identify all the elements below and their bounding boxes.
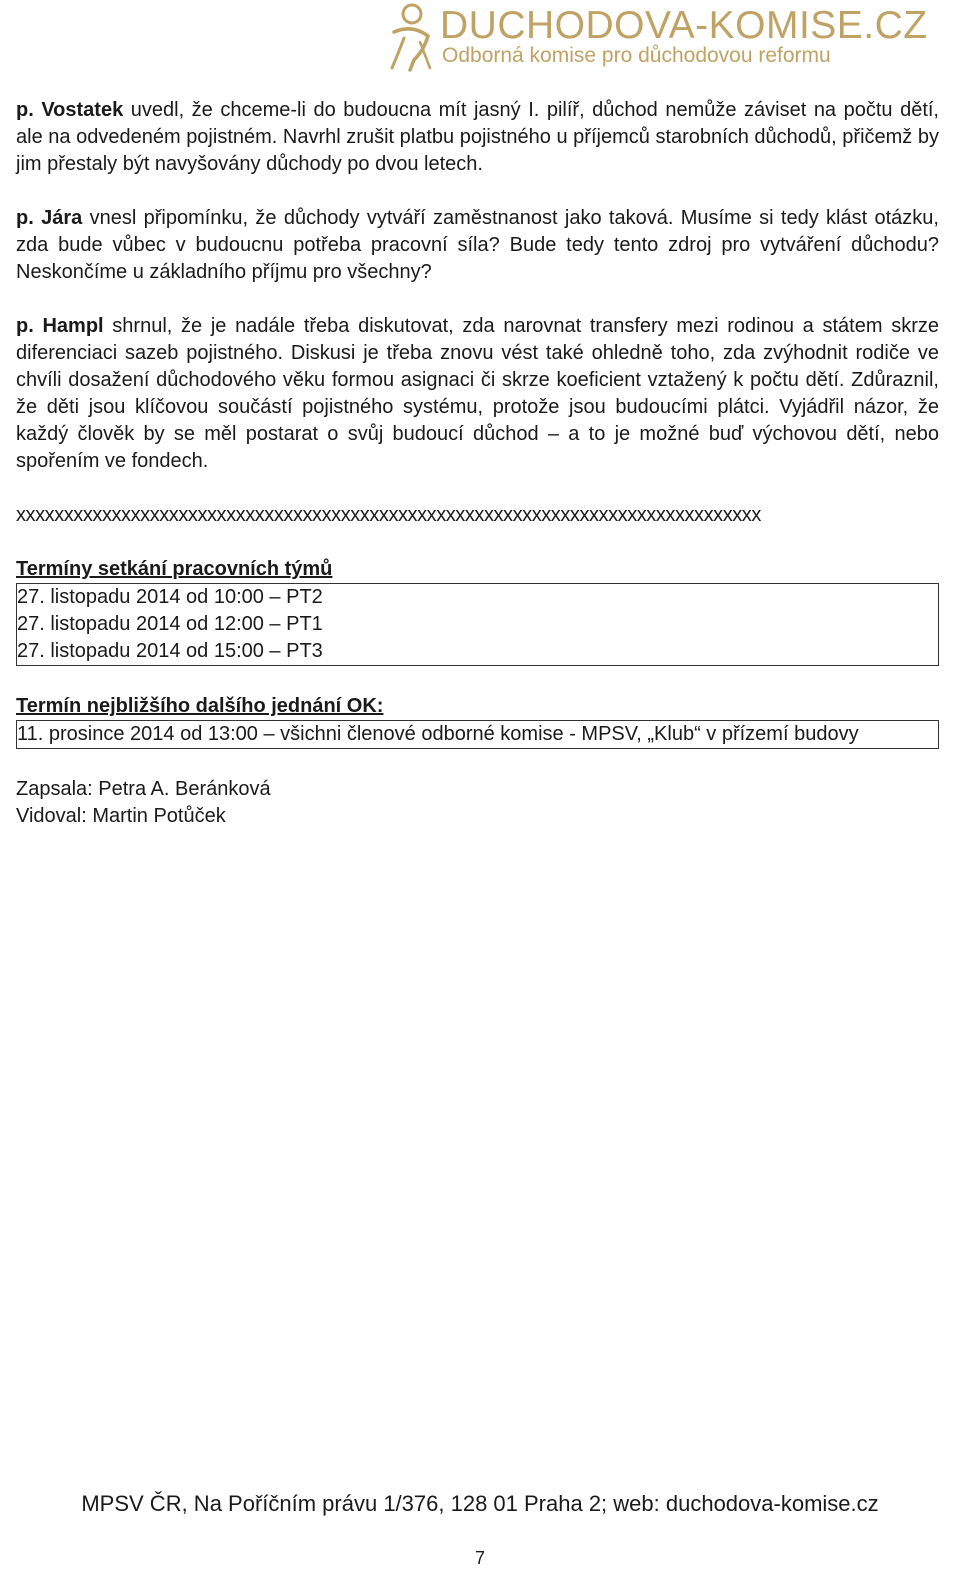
speaker-name: Vostatek [41, 99, 124, 121]
speaker-prefix: p. [16, 99, 42, 121]
paragraph-vostatek [16, 97, 939, 178]
logo-title: DUCHODOVA-KOMISE.CZ [440, 4, 928, 47]
meeting-item: 27. listopadu 2014 od 15:00 – PT3 [17, 640, 323, 662]
approved-by: Vidoval: Martin Potůček [16, 805, 226, 827]
meetings-box [16, 583, 939, 666]
separator-line: xxxxxxxxxxxxxxxxxxxxxxxxxxxxxxxxxxxxxxxxxxxxxxxxxxxxxxxxxxxxxxxxxxxxxxxxxxxxxx [16, 504, 761, 526]
header-logo [384, 2, 944, 74]
speaker-prefix: p. [16, 207, 42, 229]
next-meeting-box [16, 720, 939, 749]
next-meeting-text: 11. prosince 2014 od 13:00 – všichni členové odborné komise - MPSV, „Klub“ v přízemí budovy [17, 723, 859, 745]
meeting-item: 27. listopadu 2014 od 12:00 – PT1 [17, 613, 323, 635]
logo-subtitle: Odborná komise pro důchodovou reformu [442, 44, 831, 67]
next-meeting-heading: Termín nejbližšího dalšího jednání OK: [16, 695, 384, 717]
paragraph-hampl [16, 313, 939, 475]
meetings-heading: Termíny setkání pracovních týmů [16, 558, 333, 580]
speaker-name: Hampl [42, 315, 104, 337]
footer-address: MPSV ČR, Na Poříčním právu 1/376, 128 01 Praha 2; web: duchodova-komise.cz [81, 1491, 879, 1516]
logo-emblem-icon [384, 2, 440, 72]
paragraph-text: shrnul, že je nadále třeba diskutovat, zda narovnat transfery mezi rodinou a státem skrze diferenciaci sazeb pojistného. Diskusi je třeba znovu vést také ohledně toho, zda zvýhodnit rodiče ve chvíli dosažení důchodového věku formou asignaci či skrze koeficient vztažený k počtu dětí. Zdůraznil, že děti jsou klíčovou součástí pojistného systému, protože jsou budoucími plátci. Vyjádřil názor, že každý člověk by se měl postarat o svůj budoucí důchod – a to je možné buď výchovou dětí, nebo spořením ve fondech. [16, 315, 939, 472]
page-number: 7 [474, 1548, 485, 1568]
signatures [16, 776, 939, 830]
paragraph-jara [16, 205, 939, 286]
document-body [16, 97, 939, 830]
paragraph-text: vnesl připomínku, že důchody vytváří zaměstnanost jako taková. Musíme si tedy klást otázku, zda bude vůbec v budoucnu potřeba pracovní síla? Bude tedy tento zdroj pro vytváření důchodu? Neskončíme u základního příjmu pro všechny? [16, 207, 939, 283]
recorded-by: Zapsala: Petra A. Beránková [16, 778, 271, 800]
speaker-name: Jára [41, 207, 83, 229]
meeting-item: 27. listopadu 2014 od 10:00 – PT2 [17, 586, 323, 608]
paragraph-text: uvedl, že chceme-li do budoucna mít jasný I. pilíř, důchod nemůže záviset na počtu dětí, ale na odvedeném pojistném. Navrhl zrušit platbu pojistného u příjemců starobních důchodů, přičemž by jim přestaly být navyšovány důchody po dvou letech. [16, 99, 939, 175]
speaker-prefix: p. [16, 315, 43, 337]
